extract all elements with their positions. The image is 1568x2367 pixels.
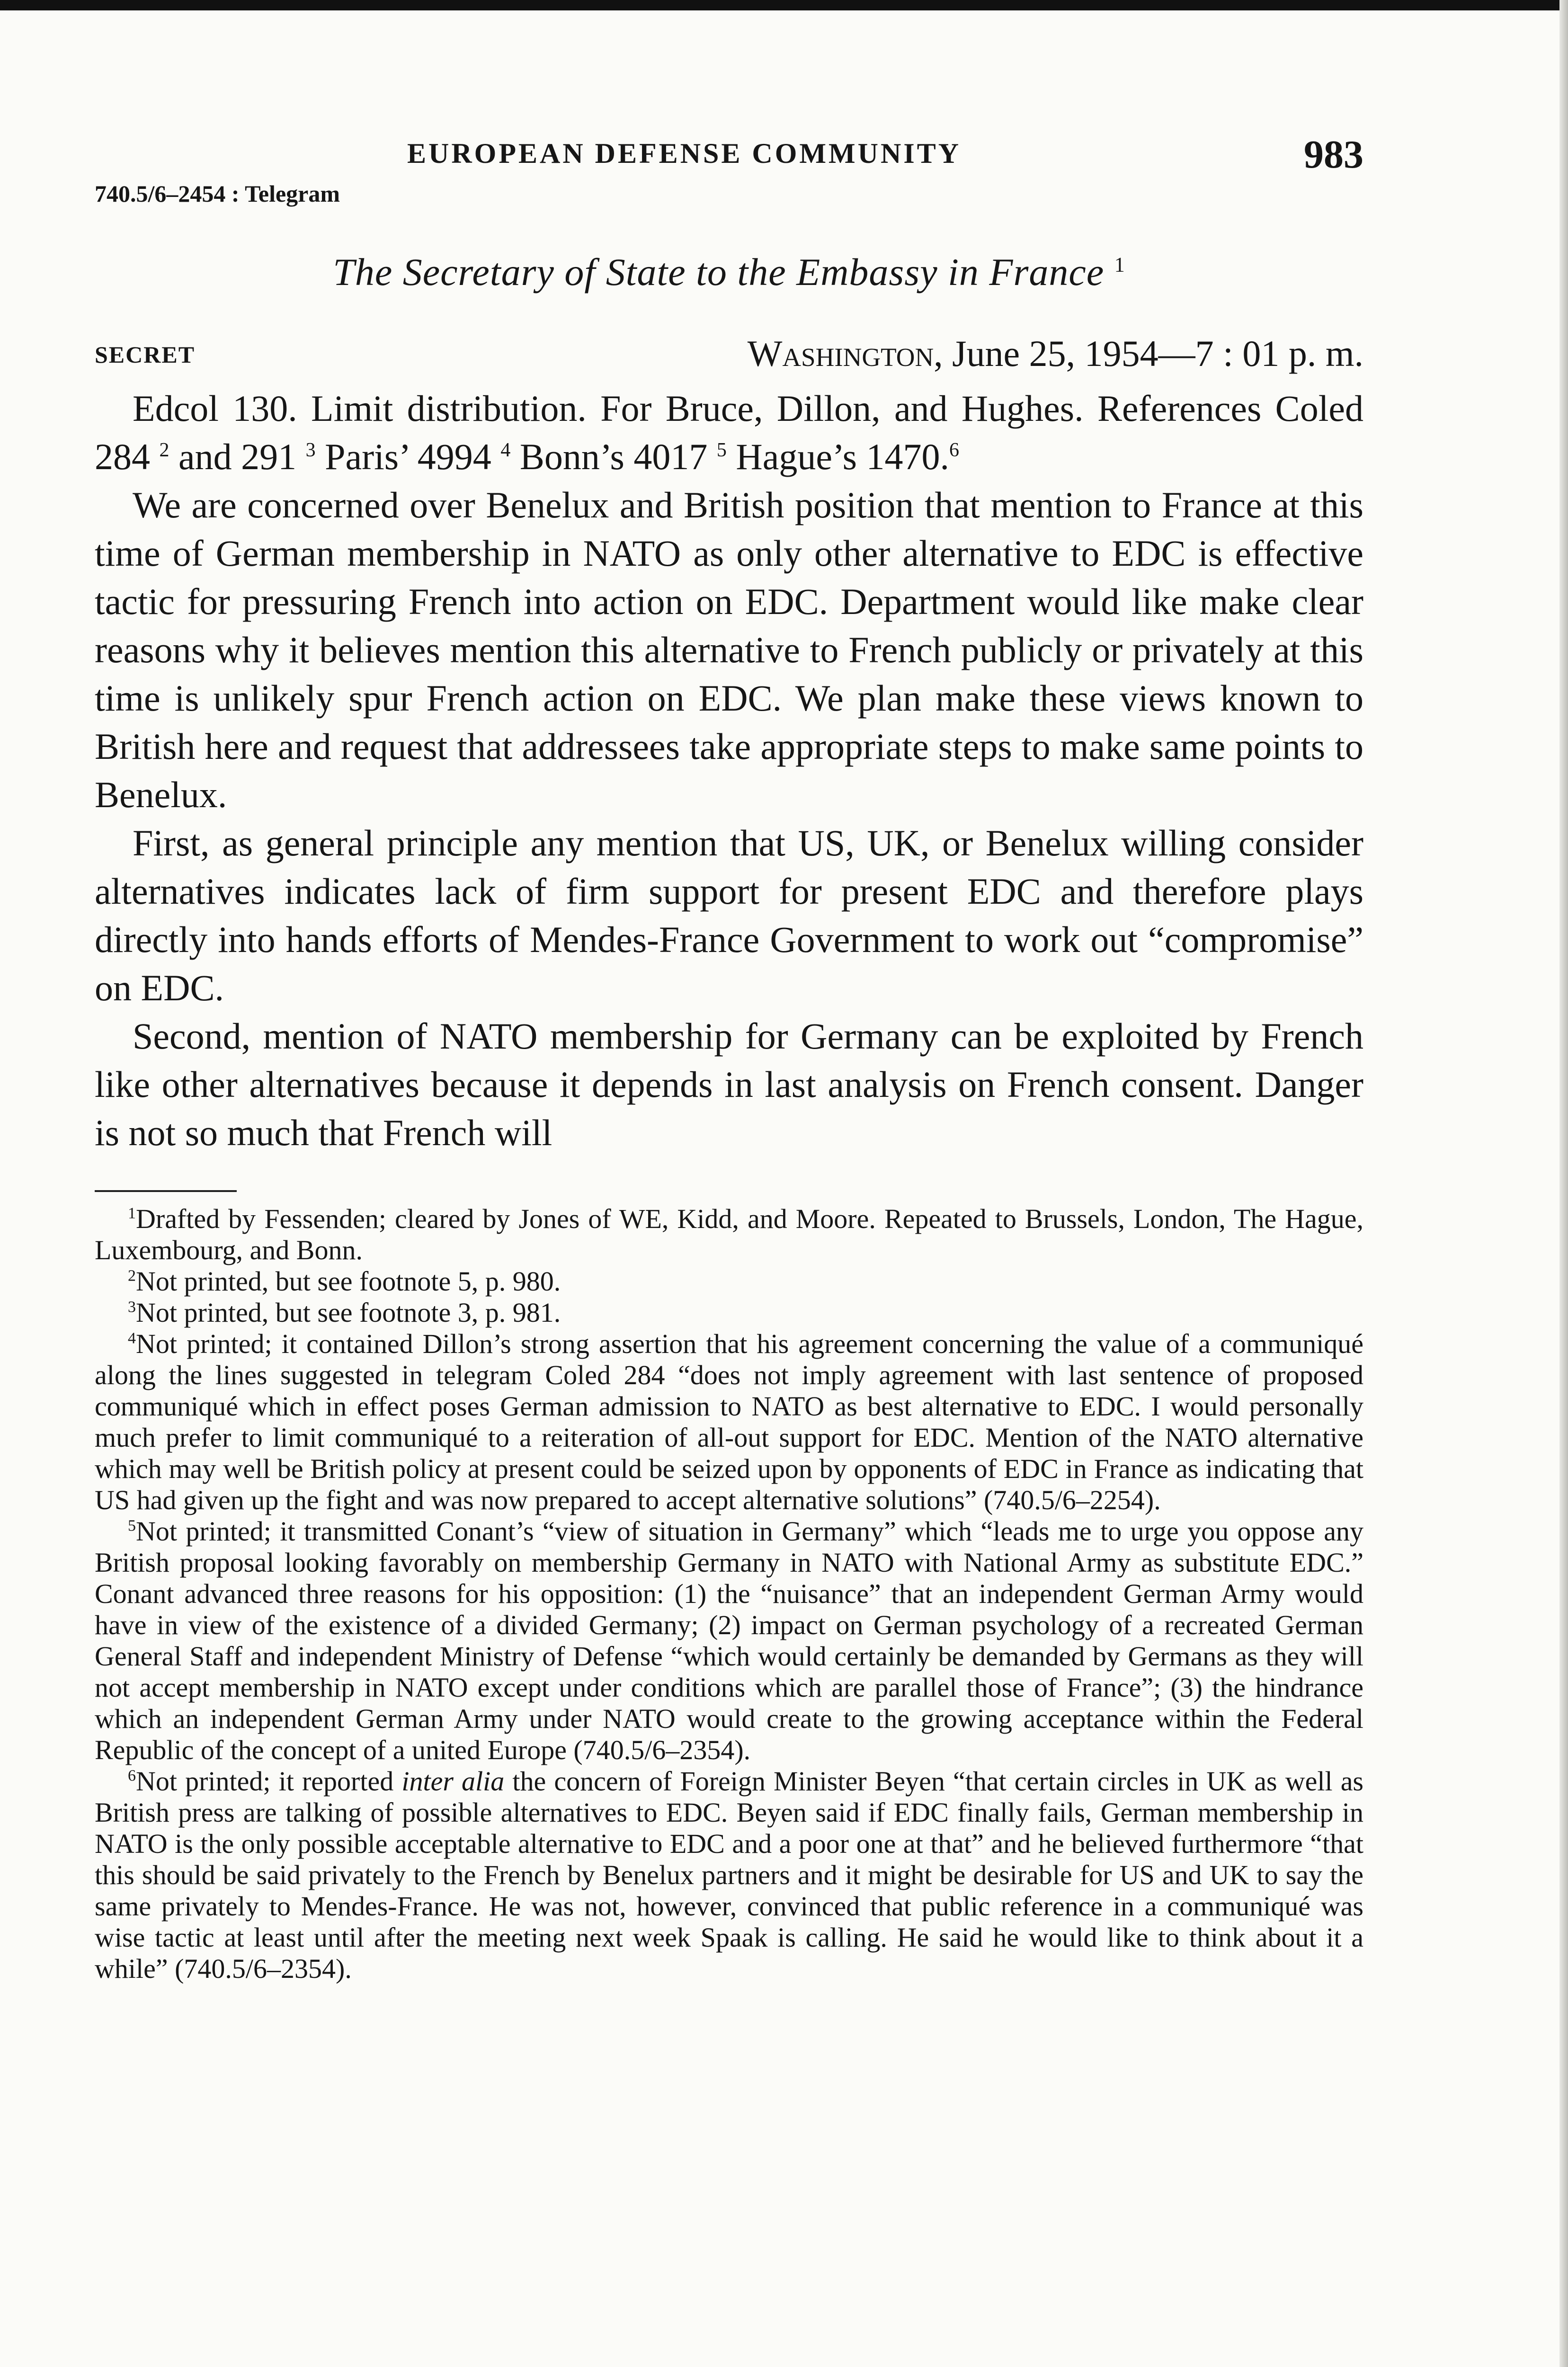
footnote-ref-6: 6 [949,439,959,461]
document-page [95,128,1363,1984]
footnote-3 [95,1297,1363,1328]
footnote-ref-2: 2 [159,439,169,461]
footnote-4-text: Not printed; it contained Dillon’s strong assertion that his agreement concerning the value of a communiqué along the lines suggested in telegram Coled 284 “does not imply agreement with last sentence of proposed communiqué which in effect poses German admission to NATO as best alternative to EDC. I would personally much prefer to limit communiqué to a reiteration of all-out support for EDC. Mention of the NATO alternative which may well be British policy at present could be seized upon by opponents of EDC in France as indicating that US had given up the fight and was now prepared to accept alternative solutions” (740.5/6–2254). [95,1328,1363,1515]
dateline-date: , June 25, 1954—7 : 01 p. m. [934,333,1363,374]
footnote-5 [95,1516,1363,1766]
footnote-3-number: 3 [128,1298,136,1316]
dateline-place: Washington [747,333,934,374]
footnote-2-number: 2 [128,1267,136,1285]
file-reference: 740.5/6–2454 : Telegram [95,180,340,207]
footnote-3-text: Not printed, but see footnote 3, p. 981. [136,1297,561,1328]
footnote-divider [95,1190,237,1192]
footnote-ref-5: 5 [716,439,727,461]
document-title-text: The Secretary of State to the Embassy in France [333,250,1105,294]
body-p1-text-a: Edcol 130. Limit distribution. For Bruce, Dillon, and Hughes. References Coled 284 [95,388,1363,477]
body-paragraph-2: We are concerned over Benelux and British position that mention to France at this time of German membership in NATO as only other alternative to EDC is effective tactic for pressuring French into action on EDC. Department would like make clear reasons why it believes mention this alternative to French publicly or privately at this time is unlikely spur French action on EDC. We plan make these views known to British here and request that addressees take appropriate steps to make same points to Benelux. [95,484,1363,815]
page-number: 983 [1304,133,1363,177]
footnote-6-text-b: the concern of Foreign Minister Beyen “that certain circles in UK as well as British press are talking of possible alternatives to EDC. Beyen said if EDC finally fails, German membership in NATO is the only possible acceptable alternative to EDC and a poor one at that” and he believed furthermore “that this should be said privately to the French by Benelux partners and it might be desirable for US and UK to say the same privately to Mendes-France. He was not, however, convinced that public reference in a communiqué was wise tactic at least until after the meeting next week Spaak is calling. He said he would like to think about it a while” (740.5/6–2354). [95,1766,1364,1984]
footnote-ref-3: 3 [305,439,316,461]
body-p1-text-d: Bonn’s 4017 [510,436,708,477]
footnote-1-number: 1 [128,1204,136,1222]
footnote-4-number: 4 [128,1329,136,1347]
running-head-title: EUROPEAN DEFENSE COMMUNITY [407,138,962,169]
scan-right-edge [1559,0,1568,2367]
footnote-6-number: 6 [128,1767,136,1785]
classification-label: SECRET [95,341,196,368]
footnote-6 [95,1766,1363,1984]
body-paragraph-3: First, as general principle any mention that US, UK, or Benelux willing consider alternatives indicates lack of firm support for present EDC and therefore plays directly into hands efforts of Mendes-France Government to work out “compromise” on EDC. [95,822,1363,1008]
scan-top-border [0,0,1568,10]
footnote-6-text-a: Not printed; it reported [136,1766,402,1797]
footnote-ref-4: 4 [500,439,511,461]
footnote-2-text: Not printed, but see footnote 5, p. 980. [136,1266,561,1297]
telegram-body [95,384,1363,1157]
footnote-1 [95,1203,1363,1266]
document-title [95,250,1363,294]
body-paragraph-4: Second, mention of NATO membership for Germany can be exploited by French like other alternatives because it depends in last analysis on French consent. Danger is not so much that French will [95,1015,1363,1153]
body-p1-text-e: Hague’s 1470. [726,436,949,477]
footnote-5-text: Not printed; it transmitted Conant’s “view of situation in Germany” which “leads me to urge you oppose any British proposal looking favorably on membership Germany in NATO with National Army as substitute EDC.” Conant advanced three reasons for his opposition: (1) the “nuisance” that an independent German Army would have in view of the existence of a divided Germany; (2) impact on German psychology of a recreated German General Staff and independent Ministry of Defense “which would certainly be demanded by Germans as they will not accept membership in NATO except under conditions which are parallel those of France”; (3) the hindrance which an independent German Army under NATO would create to the growing acceptance within the Federal Republic of the concept of a united Europe (740.5/6–2354). [95,1516,1363,1765]
footnote-1-text: Drafted by Fessenden; cleared by Jones of WE, Kidd, and Moore. Repeated to Brussels, London, The Hague, Luxembourg, and Bonn. [95,1203,1363,1265]
body-paragraph-1 [95,384,1363,481]
footnote-5-number: 5 [128,1517,136,1535]
body-p1-text-c: Paris’ 4994 [315,436,491,477]
dateline [748,332,1363,375]
footnote-6-italic: inter alia [401,1766,505,1797]
running-head [95,128,1363,180]
footnotes [95,1203,1363,1984]
dateline-row [95,332,1363,384]
footnote-4 [95,1328,1363,1516]
document-title-footnote-marker: 1 [1114,253,1125,276]
footnote-2 [95,1266,1363,1297]
body-p1-text-b: and 291 [169,436,297,477]
